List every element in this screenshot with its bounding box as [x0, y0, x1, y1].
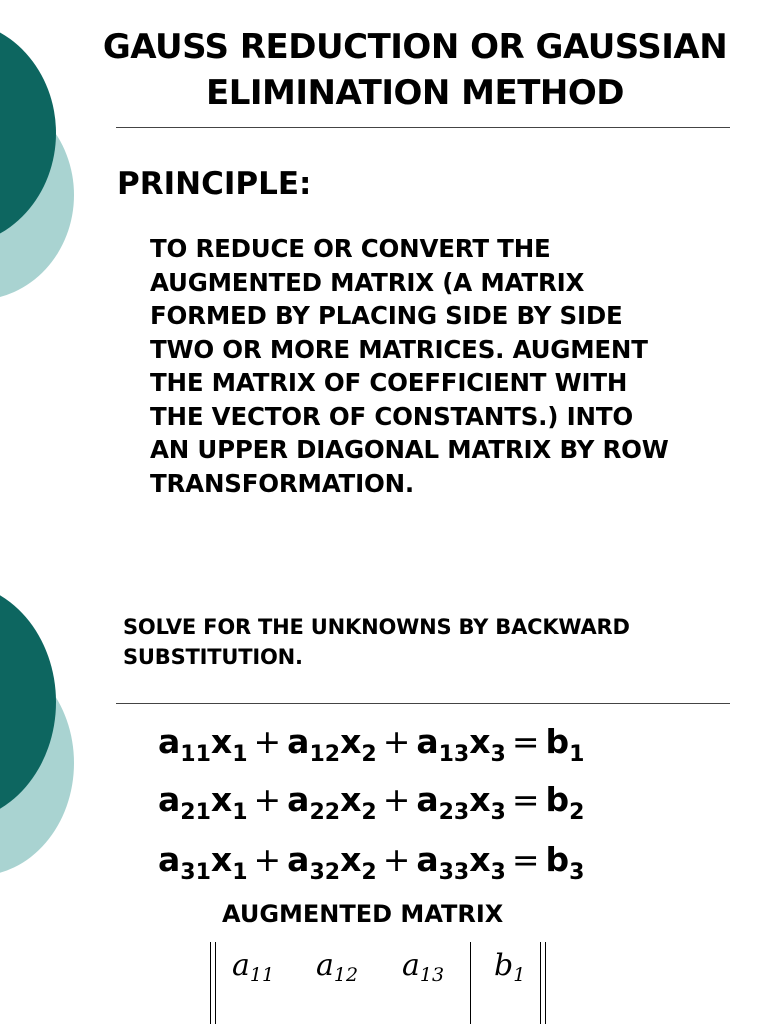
principle-heading: PRINCIPLE:	[117, 166, 312, 202]
solve-text	[123, 612, 743, 672]
slide-title	[70, 24, 760, 116]
title-line-1: GAUSS REDUCTION OR GAUSSIAN	[102, 27, 728, 67]
matrix-cell: $a_{11}$	[232, 948, 275, 986]
solve-line-1: SOLVE FOR THE UNKNOWNS BY BACKWARD	[123, 615, 630, 639]
solve-line-2: SUBSTITUTION.	[123, 645, 303, 669]
augmented-matrix-label: AUGMENTED MATRIX	[222, 900, 504, 928]
principle-line: FORMED BY PLACING SIDE BY SIDE	[150, 301, 623, 330]
matrix-cell: $a_{13}$	[402, 948, 445, 986]
principle-line: AUGMENTED MATRIX (A MATRIX	[150, 267, 585, 297]
matrix-left-bracket	[210, 942, 211, 1024]
title-divider	[116, 127, 730, 128]
principle-line: THE VECTOR OF CONSTANTS.) INTO	[150, 401, 633, 431]
equation-3: $a_{31}x_1 + a_{32}x_2 + a_{33}x_3 = b_3$	[158, 840, 585, 885]
principle-line: TO REDUCE OR CONVERT THE	[150, 234, 551, 263]
principle-line: AN UPPER DIAGONAL MATRIX BY ROW	[150, 435, 669, 464]
section-divider	[116, 703, 730, 704]
principle-line: TWO OR MORE MATRICES. AUGMENT	[150, 334, 648, 364]
matrix-separator	[470, 942, 471, 1024]
matrix-left-bracket	[215, 942, 216, 1024]
equation-2: $a_{21}x_1 + a_{22}x_2 + a_{23}x_3 = b_2$	[158, 780, 585, 825]
augmented-matrix	[210, 942, 550, 1024]
matrix-cell: $a_{12}$	[316, 948, 359, 986]
matrix-right-bracket	[545, 942, 546, 1024]
title-line-2: ELIMINATION METHOD	[205, 73, 625, 113]
matrix-cell: $b_1$	[494, 948, 526, 986]
equation-1: $a_{11}x_1 + a_{12}x_2 + a_{13}x_3 = b_1$	[158, 722, 585, 767]
principle-text	[150, 232, 750, 500]
matrix-right-bracket	[540, 942, 541, 1024]
slide-2	[0, 560, 768, 1024]
principle-line: TRANSFORMATION.	[150, 468, 415, 498]
principle-line: THE MATRIX OF COEFFICIENT WITH	[150, 368, 628, 397]
